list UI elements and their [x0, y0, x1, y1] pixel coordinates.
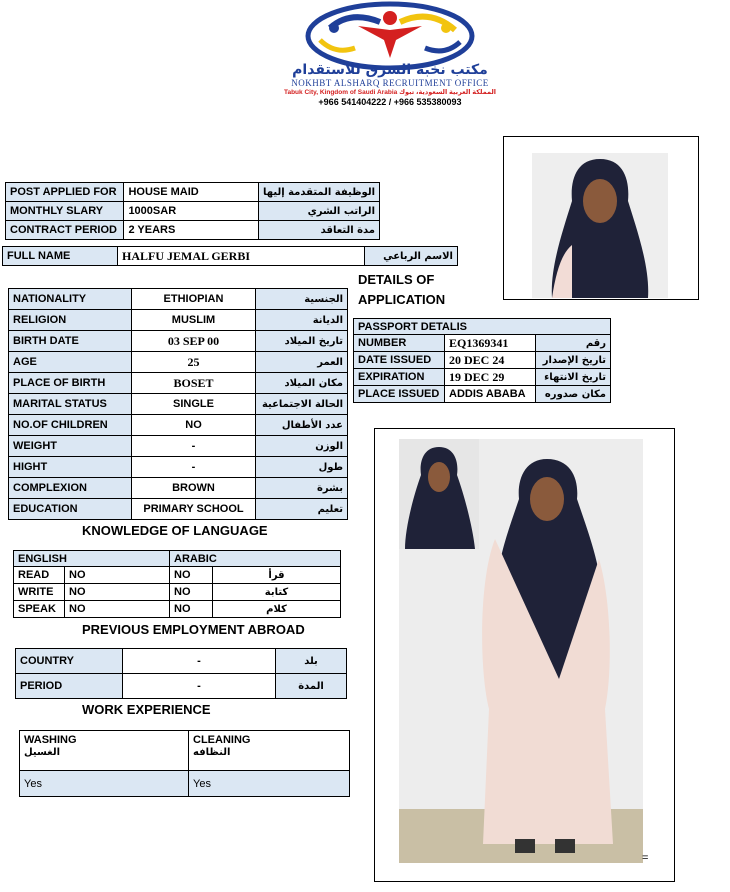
personal-value: ETHIOPIAN: [132, 289, 256, 310]
details-heading-line2: APPLICATION: [358, 292, 446, 307]
personal-row: [9, 499, 348, 520]
personal-label-ar: طول: [256, 457, 348, 478]
fullname-value: HALFU JEMAL GERBI: [118, 247, 365, 266]
post-label-ar: الوظيفة المتقدمة إليها: [259, 183, 380, 202]
cleaning-label: CLEANING: [193, 734, 251, 746]
language-arabic-value: NO: [170, 584, 213, 601]
personal-label: PLACE OF BIRTH: [9, 373, 132, 394]
language-row: [14, 567, 341, 584]
portrait-photo: [532, 153, 668, 298]
passport-row: [354, 386, 611, 403]
language-english-value: NO: [65, 584, 170, 601]
personal-value: MUSLIM: [132, 310, 256, 331]
english-col-header: ENGLISH: [14, 551, 170, 567]
language-arabic-value: NO: [170, 601, 213, 618]
personal-row: [9, 478, 348, 499]
personal-label-ar: الوزن: [256, 436, 348, 457]
cleaning-cell: [189, 731, 350, 771]
office-address: Tabuk City, Kingdom of Saudi Arabia المملكة العربية السعودية، تبوك: [283, 89, 497, 96]
personal-value: -: [132, 457, 256, 478]
language-row: [14, 584, 341, 601]
salary-value: 1000SAR: [124, 202, 259, 221]
personal-value: BROWN: [132, 478, 256, 499]
personal-label: HIGHT: [9, 457, 132, 478]
personal-row: [9, 310, 348, 331]
personal-row: [9, 289, 348, 310]
language-label-ar: كتابة: [213, 584, 341, 601]
passport-label-ar: رقم: [536, 335, 611, 352]
employment-value: -: [123, 649, 276, 674]
personal-label-ar: عدد الأطفال: [256, 415, 348, 436]
contract-value: 2 YEARS: [124, 221, 259, 240]
fullbody-figure-icon: [399, 439, 643, 863]
fullname-label-ar: الاسم الرباعي: [365, 247, 458, 266]
passport-title: PASSPORT DETALIS: [354, 319, 611, 335]
language-row: [14, 601, 341, 618]
personal-label: BIRTH DATE: [9, 331, 132, 352]
stray-mark: =: [642, 852, 649, 864]
personal-value: BOSET: [132, 373, 256, 394]
personal-label-ar: تاريخ الميلاد: [256, 331, 348, 352]
employment-label-ar: المدة: [276, 674, 347, 699]
personal-row: [9, 352, 348, 373]
personal-label-ar: الحالة الاجتماعية: [256, 394, 348, 415]
salary-label-ar: الراتب الشري: [259, 202, 380, 221]
passport-label-ar: تاريخ الانتهاء: [536, 369, 611, 386]
personal-label-ar: بشرة: [256, 478, 348, 499]
personal-table: [8, 288, 348, 520]
letterhead: [230, 0, 550, 110]
employment-heading: PREVIOUS EMPLOYMENT ABROAD: [82, 622, 305, 637]
language-label: READ: [14, 567, 65, 584]
personal-value: 25: [132, 352, 256, 373]
personal-label-ar: تعليم: [256, 499, 348, 520]
fullname-table: [2, 246, 458, 266]
washing-value: Yes: [20, 771, 189, 797]
employment-label: COUNTRY: [16, 649, 123, 674]
washing-cell: [20, 731, 189, 771]
post-table: [5, 182, 380, 240]
passport-value: ADDIS ABABA: [445, 386, 536, 403]
employment-row: [16, 649, 347, 674]
washing-label: WASHING: [24, 734, 77, 746]
work-heading: WORK EXPERIENCE: [82, 702, 211, 717]
post-value: HOUSE MAID: [124, 183, 259, 202]
personal-row: [9, 457, 348, 478]
cleaning-label-ar: النظافه: [193, 747, 231, 758]
passport-label-ar: مكان صدوره: [536, 386, 611, 403]
personal-label: EDUCATION: [9, 499, 132, 520]
personal-label: AGE: [9, 352, 132, 373]
arabic-col-header: ARABIC: [170, 551, 341, 567]
office-name-en: NOKHBT ALSHARQ RECRUITMENT OFFICE: [291, 78, 489, 88]
personal-row: [9, 373, 348, 394]
personal-label-ar: مكان الميلاد: [256, 373, 348, 394]
employment-table: [15, 648, 347, 699]
language-label: WRITE: [14, 584, 65, 601]
language-label-ar: قرأ: [213, 567, 341, 584]
personal-row: [9, 394, 348, 415]
personal-value: SINGLE: [132, 394, 256, 415]
fullname-label: FULL NAME: [3, 247, 118, 266]
personal-value: NO: [132, 415, 256, 436]
personal-label: RELIGION: [9, 310, 132, 331]
contract-label-ar: مدة التعاقد: [259, 221, 380, 240]
employment-label: PERIOD: [16, 674, 123, 699]
office-name-ar: مكتب نخبة الشرق للاستقدام: [292, 62, 488, 78]
employment-row: [16, 674, 347, 699]
passport-row: [354, 352, 611, 369]
employment-value: -: [123, 674, 276, 699]
salary-label: MONTHLY SLARY: [6, 202, 124, 221]
language-english-value: NO: [65, 567, 170, 584]
passport-label: EXPIRATION: [354, 369, 445, 386]
personal-label: MARITAL STATUS: [9, 394, 132, 415]
passport-label-ar: تاريخ الإصدار: [536, 352, 611, 369]
passport-row: [354, 369, 611, 386]
personal-label: COMPLEXION: [9, 478, 132, 499]
personal-row: [9, 331, 348, 352]
contract-label: CONTRACT PERIOD: [6, 221, 124, 240]
personal-value: 03 SEP 00: [132, 331, 256, 352]
language-label-ar: كلام: [213, 601, 341, 618]
passport-value: 20 DEC 24: [445, 352, 536, 369]
fullbody-photo-frame: [374, 428, 675, 882]
passport-value: EQ1369341: [445, 335, 536, 352]
passport-label: NUMBER: [354, 335, 445, 352]
passport-value: 19 DEC 29: [445, 369, 536, 386]
personal-value: -: [132, 436, 256, 457]
employment-label-ar: بلد: [276, 649, 347, 674]
passport-label: DATE ISSUED: [354, 352, 445, 369]
personal-label: NATIONALITY: [9, 289, 132, 310]
language-label: SPEAK: [14, 601, 65, 618]
details-heading: [358, 270, 445, 310]
details-heading-line1: DETAILS OF: [358, 272, 435, 287]
passport-table: [353, 318, 611, 403]
personal-label-ar: الديانة: [256, 310, 348, 331]
fullbody-photo: [399, 439, 643, 863]
portrait-figure-icon: [532, 153, 668, 298]
personal-label-ar: الجنسية: [256, 289, 348, 310]
office-logo: [230, 0, 550, 70]
language-arabic-value: NO: [170, 567, 213, 584]
language-english-value: NO: [65, 601, 170, 618]
work-table: [19, 730, 350, 797]
passport-label: PLACE ISSUED: [354, 386, 445, 403]
personal-row: [9, 415, 348, 436]
personal-label: NO.OF CHILDREN: [9, 415, 132, 436]
personal-value: PRIMARY SCHOOL: [132, 499, 256, 520]
personal-label: WEIGHT: [9, 436, 132, 457]
office-phones: +966 541404222 / +966 535380093: [318, 97, 462, 107]
passport-row: [354, 335, 611, 352]
portrait-photo-frame: [503, 136, 699, 300]
language-heading: KNOWLEDGE OF LANGUAGE: [82, 523, 268, 538]
post-label: POST APPLIED FOR: [6, 183, 124, 202]
personal-row: [9, 436, 348, 457]
cleaning-value: Yes: [189, 771, 350, 797]
language-table: [13, 550, 341, 618]
personal-label-ar: العمر: [256, 352, 348, 373]
washing-label-ar: الغسيل: [24, 747, 61, 758]
